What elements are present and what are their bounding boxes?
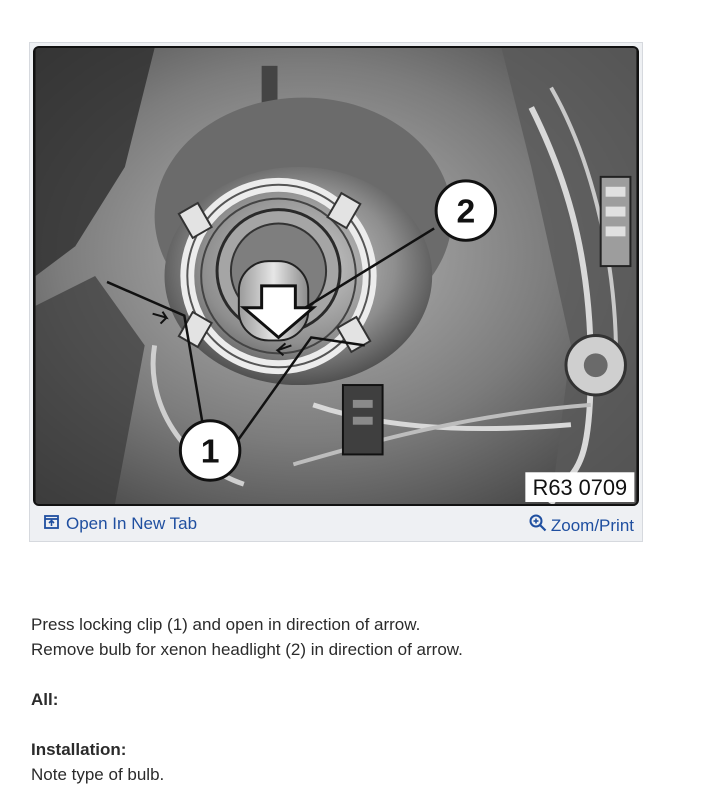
svg-text:2: 2 (456, 192, 476, 231)
open-in-new-tab-link[interactable] (44, 514, 197, 534)
headlight-bulb-photo[interactable] (33, 46, 639, 506)
svg-text:R63 0709: R63 0709 (532, 475, 628, 501)
installation-text: Note type of bulb. (31, 765, 165, 784)
zoom-print-link[interactable] (529, 514, 634, 537)
zoom-in-icon (529, 514, 547, 537)
figure-card (29, 42, 643, 542)
figure-toolbar (30, 508, 642, 541)
all-heading: All: (31, 690, 59, 709)
callout-1 (180, 421, 239, 480)
svg-text:1: 1 (200, 432, 220, 471)
installation-heading: Installation: (31, 740, 127, 759)
instruction-text (31, 612, 711, 787)
zoom-print-label: Zoom/Print (550, 515, 634, 535)
callout-2 (436, 181, 495, 240)
photo-illustration (35, 48, 637, 504)
open-new-tab-icon (44, 514, 59, 534)
instruction-line-2: Remove bulb for xenon headlight (2) in direction of arrow. (31, 640, 463, 659)
instruction-line-1: Press locking clip (1) and open in direction of arrow. (31, 615, 421, 634)
open-in-new-tab-label: Open In New Tab (66, 514, 198, 533)
figure-reference-label (525, 472, 634, 502)
